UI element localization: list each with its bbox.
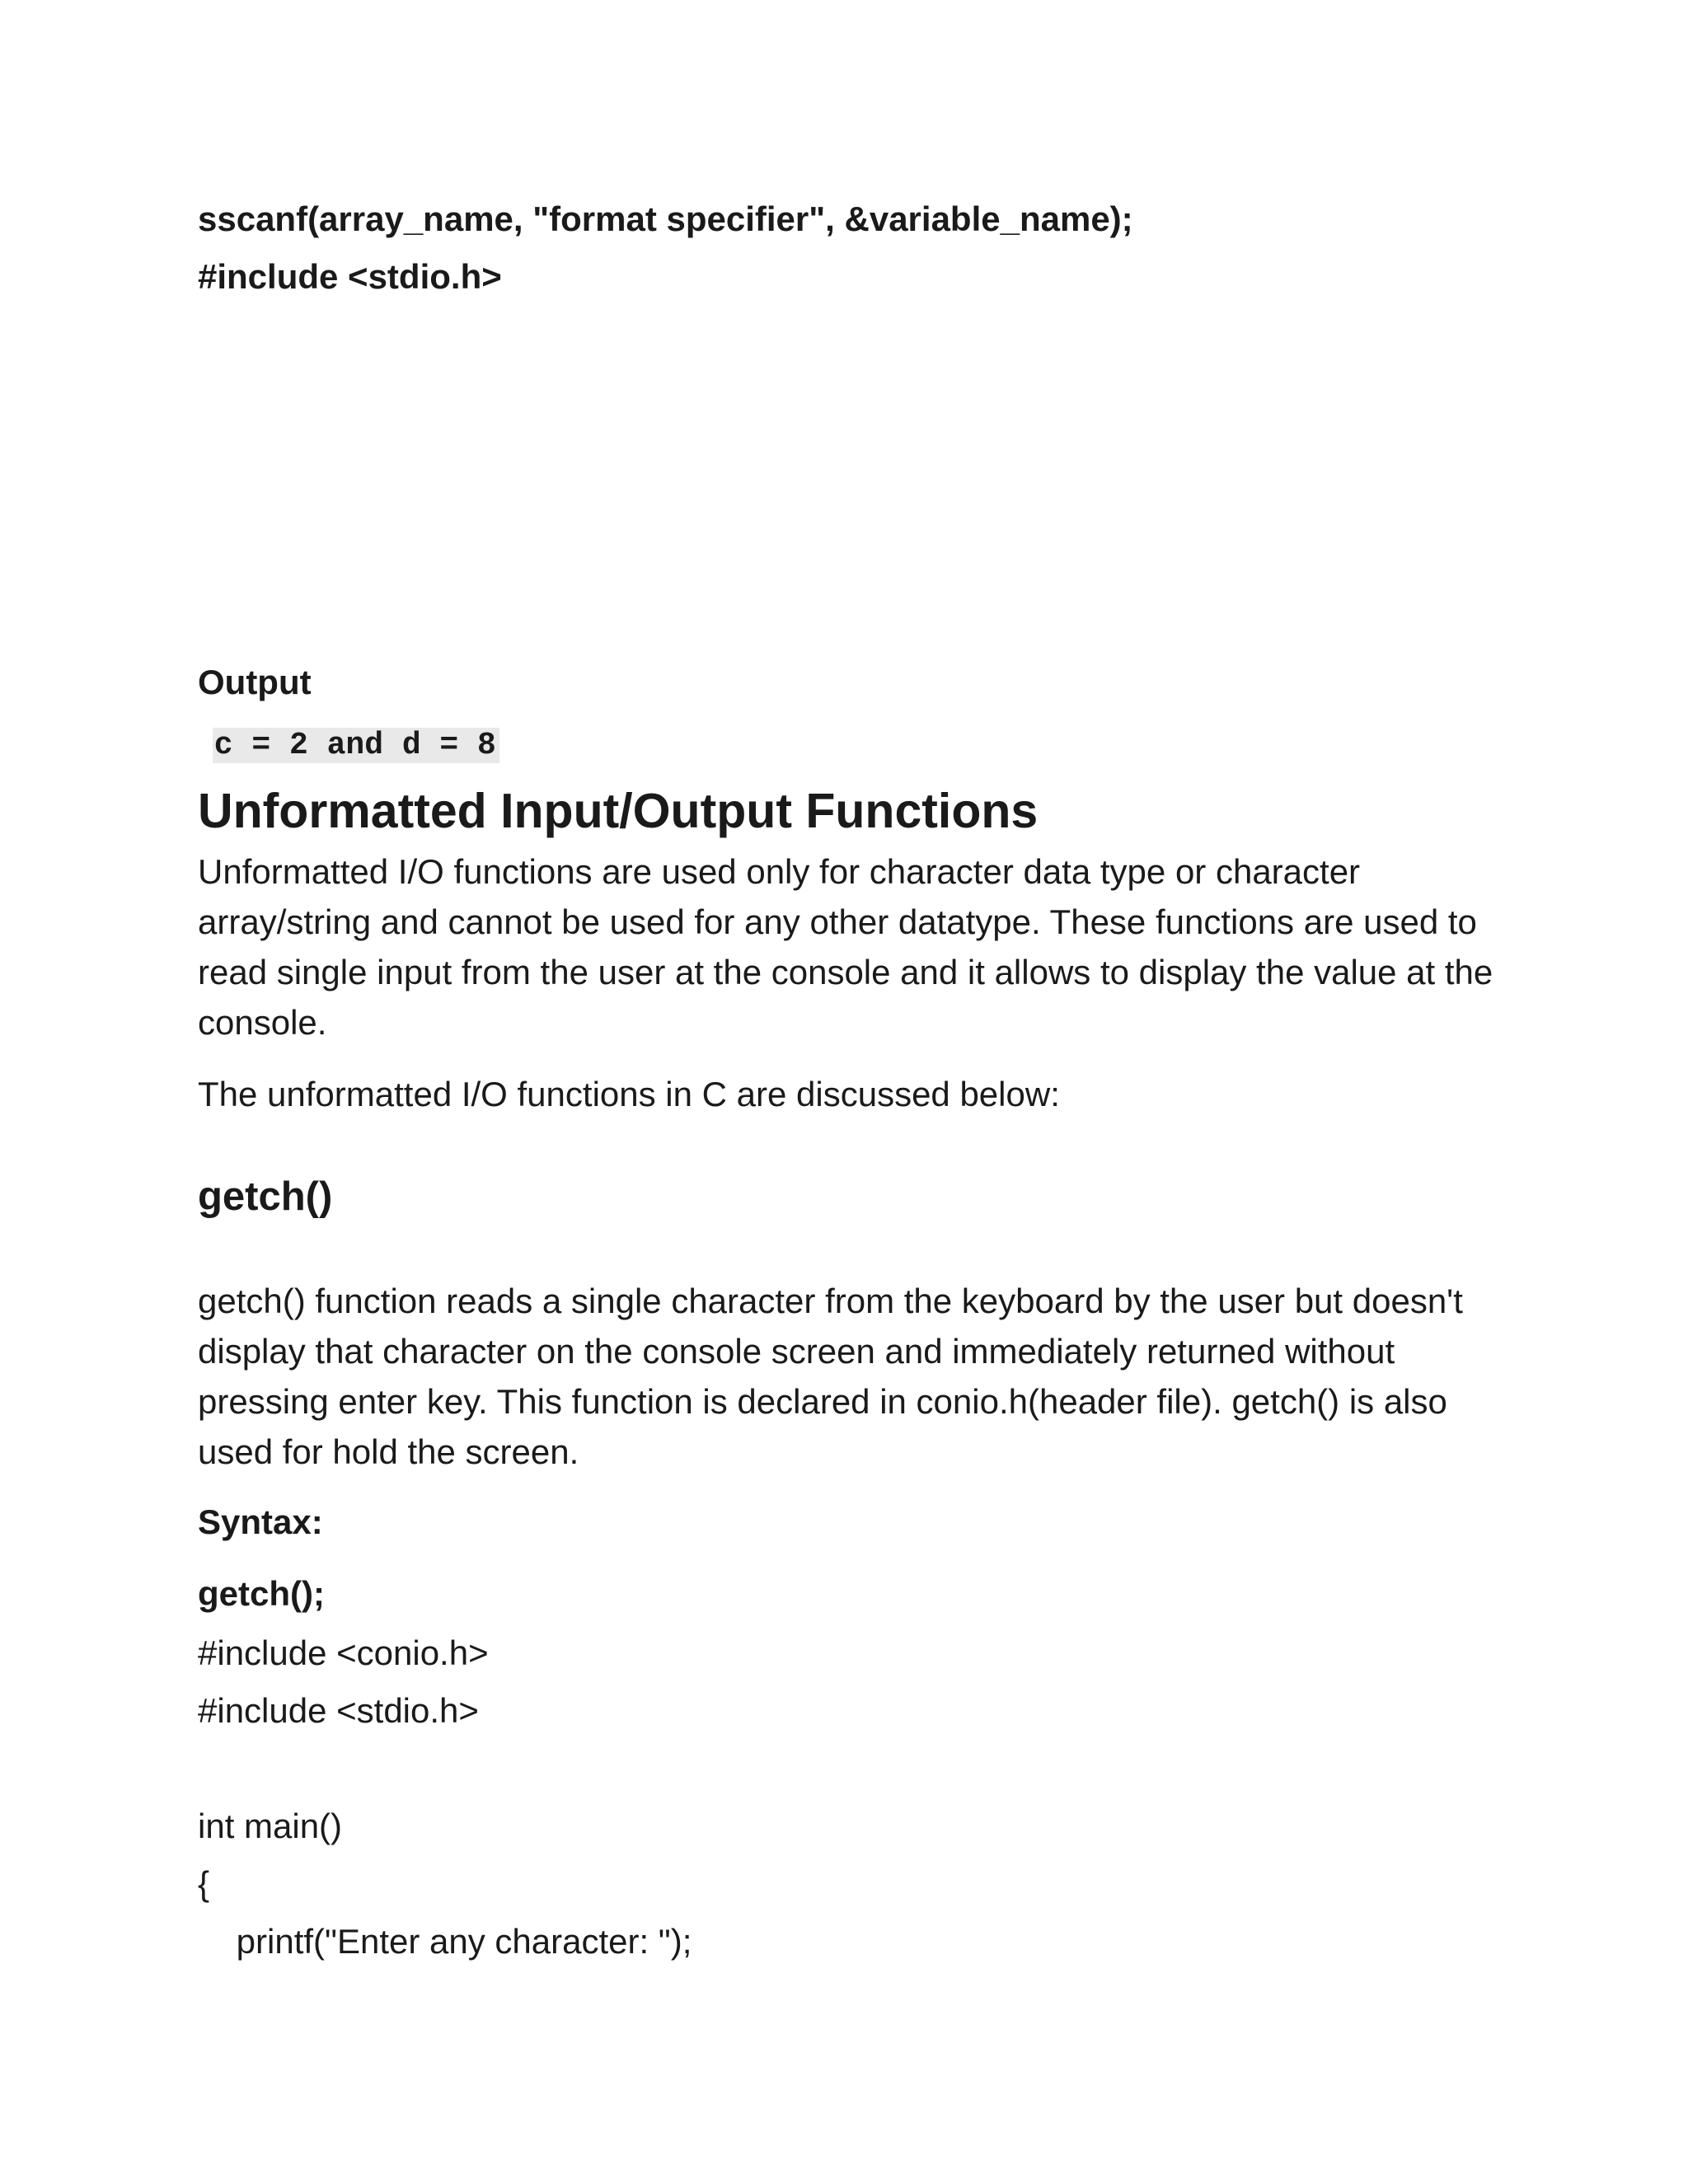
getch-heading: getch() [198, 1174, 333, 1219]
getch-description: getch() function reads a single character from the keyboard by the user but doesn't display that character on the console screen and immediately returned without pressing enter key. This function is declared in conio.h(header file). getch() is also used for hold the screen. [198, 1282, 1463, 1471]
getch-syntax: getch(); [198, 1574, 325, 1613]
syntax-label: Syntax: [198, 1502, 323, 1541]
code-include-stdio: #include <stdio.h> [198, 1691, 479, 1730]
code-include-conio: #include <conio.h> [198, 1633, 489, 1672]
code-open-brace: { [198, 1864, 210, 1903]
section-paragraph-2: The unformatted I/O functions in C are discussed below: [198, 1075, 1060, 1113]
code-printf-line: printf("Enter any character: "); [198, 1922, 692, 1961]
sscanf-syntax-line: sscanf(array_name, "format specifier", &variable_name); [198, 199, 1133, 238]
include-stdio-line: #include <stdio.h> [198, 257, 502, 296]
output-code: c = 2 and d = 8 [213, 728, 499, 763]
output-block [198, 711, 499, 780]
code-main-signature: int main() [198, 1807, 343, 1845]
output-label: Output [198, 663, 312, 701]
section-paragraph-1: Unformatted I/O functions are used only for character data type or character array/string and cannot be used for any other datatype. These functions are used to read single input from the user at the console and it allows to display the value at the console. [198, 852, 1493, 1042]
section-title: Unformatted Input/Output Functions [198, 784, 1039, 838]
